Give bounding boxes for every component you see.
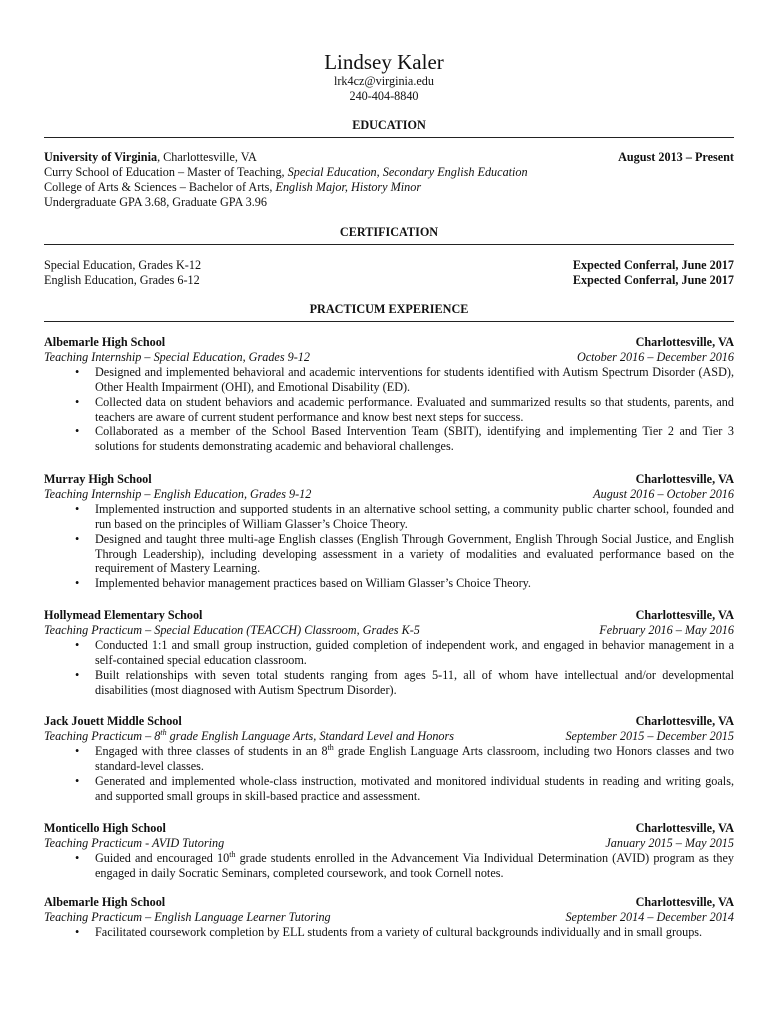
phone-number: 240-404-8840 (349, 88, 419, 103)
ordinal-suffix: th (229, 849, 236, 859)
entry-location: Charlottesville, VA (635, 335, 734, 349)
entry-bullets (44, 638, 734, 698)
entry-role-row (44, 836, 734, 851)
education-location: , Charlottesville, VA (157, 150, 257, 164)
certification-heading: CERTIFICATION (339, 225, 439, 239)
entry-school: Albemarle High School (44, 895, 166, 909)
entry-dates: September 2015 – December 2015 (565, 728, 734, 743)
education-divider (44, 137, 734, 138)
entry-dates: February 2016 – May 2016 (599, 622, 734, 637)
entry-role (44, 729, 454, 744)
entry-header (44, 714, 734, 729)
entry-header (44, 335, 734, 350)
entry-dates: October 2016 – December 2016 (576, 349, 734, 364)
entry-header (44, 608, 734, 623)
certification-divider (44, 244, 734, 245)
bullet-text: Engaged with three classes of students in an 8 (95, 743, 328, 758)
bullet-item (44, 744, 734, 774)
practicum-divider (44, 321, 734, 322)
entry-school: Monticello High School (44, 821, 166, 835)
education-school-row (44, 150, 734, 165)
bullet-item: • Generated and implemented whole-class instruction, motivated and monitored individual students in reading and writing goals, and supported small groups in skill-based practice and assessment. (44, 774, 734, 804)
bullet-text: grade English Language Arts classroom, including two Honors classes and two standard-level classes. (95, 743, 735, 773)
entry-header (44, 821, 734, 836)
entry-location: Charlottesville, VA (635, 895, 734, 909)
entry-bullets (44, 851, 734, 881)
entry-role: Teaching Practicum – Special Education (TEACCH) Classroom, Grades K-5 (44, 622, 420, 637)
bullet-item: • Implemented instruction and supported students in an alternative school setting, a community public charter school, founded and run based on the principles of William Glasser’s Choice Theory. (44, 502, 734, 532)
education-degree-2 (44, 180, 734, 195)
education-gpa: Undergraduate GPA 3.68, Graduate GPA 3.96 (44, 194, 267, 209)
bullet-item: • Collaborated as a member of the School Based Intervention Team (SBIT), identifying and implementing Tier 2 and Tier 3 solutions for students demonstrating academic and behavioral challenges. (44, 424, 734, 454)
bullet-item: • Built relationships with seven total students ranging from ages 5-11, all of whom have intellectual and/or developmental disabilities (most diagnosed with Autism Spectrum Disorder). (44, 668, 734, 698)
practicum-entry (44, 714, 734, 803)
entry-role-row (44, 623, 734, 638)
entry-header (44, 472, 734, 487)
entry-school: Hollymead Elementary School (44, 608, 203, 622)
entry-role-row (44, 729, 734, 744)
entry-role: Teaching Practicum - AVID Tutoring (44, 835, 225, 850)
entry-bullets (44, 925, 734, 940)
entry-role-row (44, 350, 734, 365)
education-degree-2-focus: English Major, History Minor (275, 179, 422, 194)
bullet-item: • Collected data on student behaviors and academic performance. Evaluated and summarized results so that students, parents, and teachers are aware of current student performance and know best next steps for success. (44, 395, 734, 425)
practicum-entry (44, 335, 734, 454)
bullet-text: grade students enrolled in the Advancement Via Individual Determination (AVID) program as they engaged in daily Socratic Seminars, completed coursework, and took Cornell notes. (95, 850, 734, 880)
bullet-item: • Designed and implemented behavioral and academic interventions for students identified with Autism Spectrum Disorder (ASD), Other Health Impairment (OHI), and Emotional Disability (ED). (44, 365, 734, 395)
entry-school: Jack Jouett Middle School (44, 714, 182, 728)
entry-bullets (44, 502, 734, 591)
practicum-entry (44, 895, 734, 940)
education-school: University of Virginia (44, 150, 158, 164)
entry-role: Teaching Internship – English Education, Grades 9-12 (44, 486, 312, 501)
entry-location: Charlottesville, VA (635, 821, 734, 835)
practicum-heading: PRACTICUM EXPERIENCE (309, 302, 469, 316)
entry-role-text: Teaching Practicum – 8 (44, 728, 161, 743)
ordinal-suffix: th (327, 742, 334, 752)
certification-name: English Education, Grades 6-12 (44, 272, 200, 287)
practicum-entry (44, 608, 734, 697)
certification-row (44, 273, 734, 288)
education-degree-1-focus: Special Education, Secondary English Education (287, 164, 528, 179)
entry-location: Charlottesville, VA (635, 472, 734, 486)
entry-school: Albemarle High School (44, 335, 166, 349)
entry-dates: August 2016 – October 2016 (593, 486, 734, 501)
entry-bullets (44, 744, 734, 804)
certification-section (44, 258, 734, 288)
resume-header (0, 50, 768, 103)
education-degree-2-text: College of Arts & Sciences – Bachelor of Arts, (44, 179, 276, 194)
education-degree-1 (44, 165, 734, 180)
entry-location: Charlottesville, VA (635, 714, 734, 728)
ordinal-suffix: th (160, 727, 167, 737)
candidate-name: Lindsey Kaler (324, 50, 444, 74)
certification-status: Expected Conferral, June 2017 (572, 272, 734, 287)
entry-role: Teaching Practicum – English Language Learner Tutoring (44, 909, 331, 924)
bullet-item: • Conducted 1:1 and small group instruction, guided completion of independent work, and engaged in behavior management in a self-contained special education classroom. (44, 638, 734, 668)
entry-location: Charlottesville, VA (635, 608, 734, 622)
education-section (44, 150, 734, 210)
email-address[interactable]: lrk4cz@virginia.edu (333, 74, 434, 88)
entry-dates: January 2015 – May 2015 (605, 835, 734, 850)
entry-school: Murray High School (44, 472, 152, 486)
education-degree-1-text: Curry School of Education – Master of Teaching, (44, 164, 288, 179)
education-school-line (44, 150, 257, 165)
certification-status: Expected Conferral, June 2017 (572, 258, 734, 272)
entry-dates: September 2014 – December 2014 (565, 909, 734, 924)
certification-name: Special Education, Grades K-12 (44, 258, 202, 272)
bullet-item: • Facilitated coursework completion by ELL students from a variety of cultural backgrounds individually and in small groups. (44, 925, 734, 940)
bullet-item: • Implemented behavior management practices based on William Glasser’s Choice Theory. (44, 576, 734, 591)
practicum-entry (44, 472, 734, 591)
entry-role-row (44, 910, 734, 925)
entry-role: Teaching Internship – Special Education, Grades 9-12 (44, 349, 310, 364)
bullet-item: • Designed and taught three multi-age English classes (English Through Government, English Through Social Justice, and English Through Leadership), including developing assessment in a variety of modalities and evaluated performance based on the requirement of Mastery Learning. (44, 532, 734, 577)
practicum-entry (44, 821, 734, 881)
education-heading: EDUCATION (352, 118, 426, 132)
entry-bullets (44, 365, 734, 454)
entry-role-text: grade English Language Arts, Standard Level and Honors (166, 728, 455, 743)
entry-role-row (44, 487, 734, 502)
bullet-item (44, 851, 734, 881)
education-dates: August 2013 – Present (618, 150, 734, 164)
bullet-text: Guided and encouraged 10 (95, 850, 230, 865)
certification-row (44, 258, 734, 273)
entry-header (44, 895, 734, 910)
